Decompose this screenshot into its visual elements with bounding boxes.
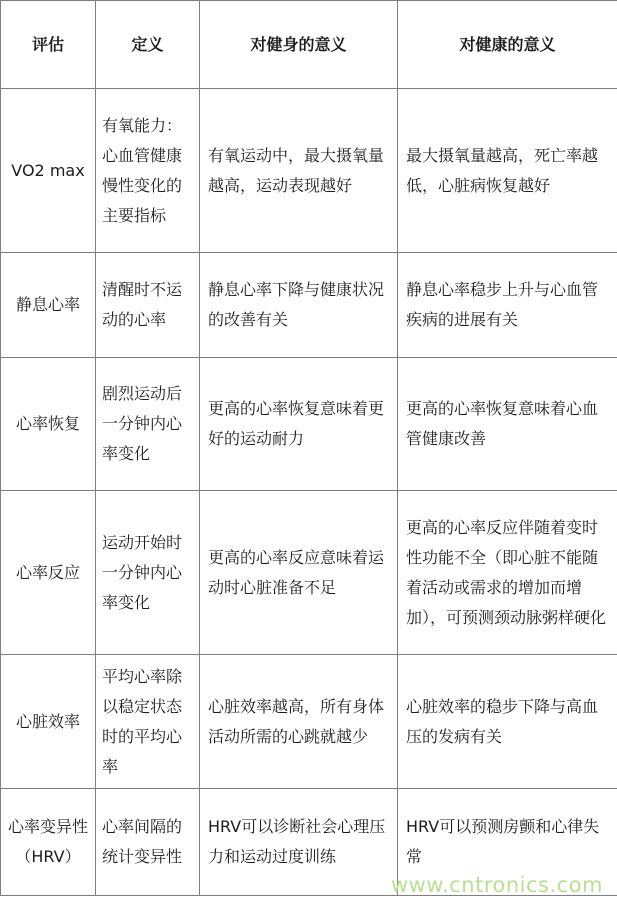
cell-health: HRV可以预测房颤和心律失常 [398, 789, 617, 896]
cell-assessment: 心脏效率 [1, 655, 96, 789]
header-row [1, 1, 617, 89]
cell-health: 更高的心率恢复意味着心血管健康改善 [398, 358, 617, 491]
cell-assessment: 心率变异性（HRV） [1, 789, 96, 896]
table-row-hr-response [1, 491, 617, 655]
cell-definition: 有氧能力：心血管健康慢性变化的主要指标 [96, 89, 200, 253]
cell-assessment: 心率恢复 [1, 358, 96, 491]
cell-definition: 清醒时不运动的心率 [96, 253, 200, 358]
cell-definition: 运动开始时一分钟内心率变化 [96, 491, 200, 655]
cell-fitness: HRV可以诊断社会心理压力和运动过度训练 [200, 789, 398, 896]
table-row-resting-hr [1, 253, 617, 358]
cell-fitness: 更高的心率反应意味着运动时心脏准备不足 [200, 491, 398, 655]
table-row-cardiac-efficiency [1, 655, 617, 789]
header-fitness-significance: 对健身的意义 [200, 1, 398, 89]
cell-health: 更高的心率反应伴随着变时性功能不全（即心脏不能随着活动或需求的增加而增加），可预测颈动脉粥样硬化 [398, 491, 617, 655]
cell-fitness: 心脏效率越高，所有身体活动所需的心跳就越少 [200, 655, 398, 789]
cell-definition: 平均心率除以稳定状态时的平均心率 [96, 655, 200, 789]
header-definition: 定义 [96, 1, 200, 89]
table-row-vo2max [1, 89, 617, 253]
header-health-significance: 对健康的意义 [398, 1, 617, 89]
cell-assessment: 心率反应 [1, 491, 96, 655]
cell-fitness: 更高的心率恢复意味着更好的运动耐力 [200, 358, 398, 491]
cell-health: 最大摄氧量越高，死亡率越低，心脏病恢复越好 [398, 89, 617, 253]
cell-definition: 剧烈运动后一分钟内心率变化 [96, 358, 200, 491]
cell-health: 心脏效率的稳步下降与高血压的发病有关 [398, 655, 617, 789]
cell-assessment: VO2 max [1, 89, 96, 253]
cell-fitness: 有氧运动中，最大摄氧量越高，运动表现越好 [200, 89, 398, 253]
cell-assessment: 静息心率 [1, 253, 96, 358]
header-assessment: 评估 [1, 1, 96, 89]
cell-health: 静息心率稳步上升与心血管疾病的进展有关 [398, 253, 617, 358]
table-row-hrv [1, 789, 617, 896]
cell-fitness: 静息心率下降与健康状况的改善有关 [200, 253, 398, 358]
watermark-cntronics: www.cntronics.com [390, 873, 603, 897]
cell-definition: 心率间隔的统计变异性 [96, 789, 200, 896]
table-row-hr-recovery [1, 358, 617, 491]
